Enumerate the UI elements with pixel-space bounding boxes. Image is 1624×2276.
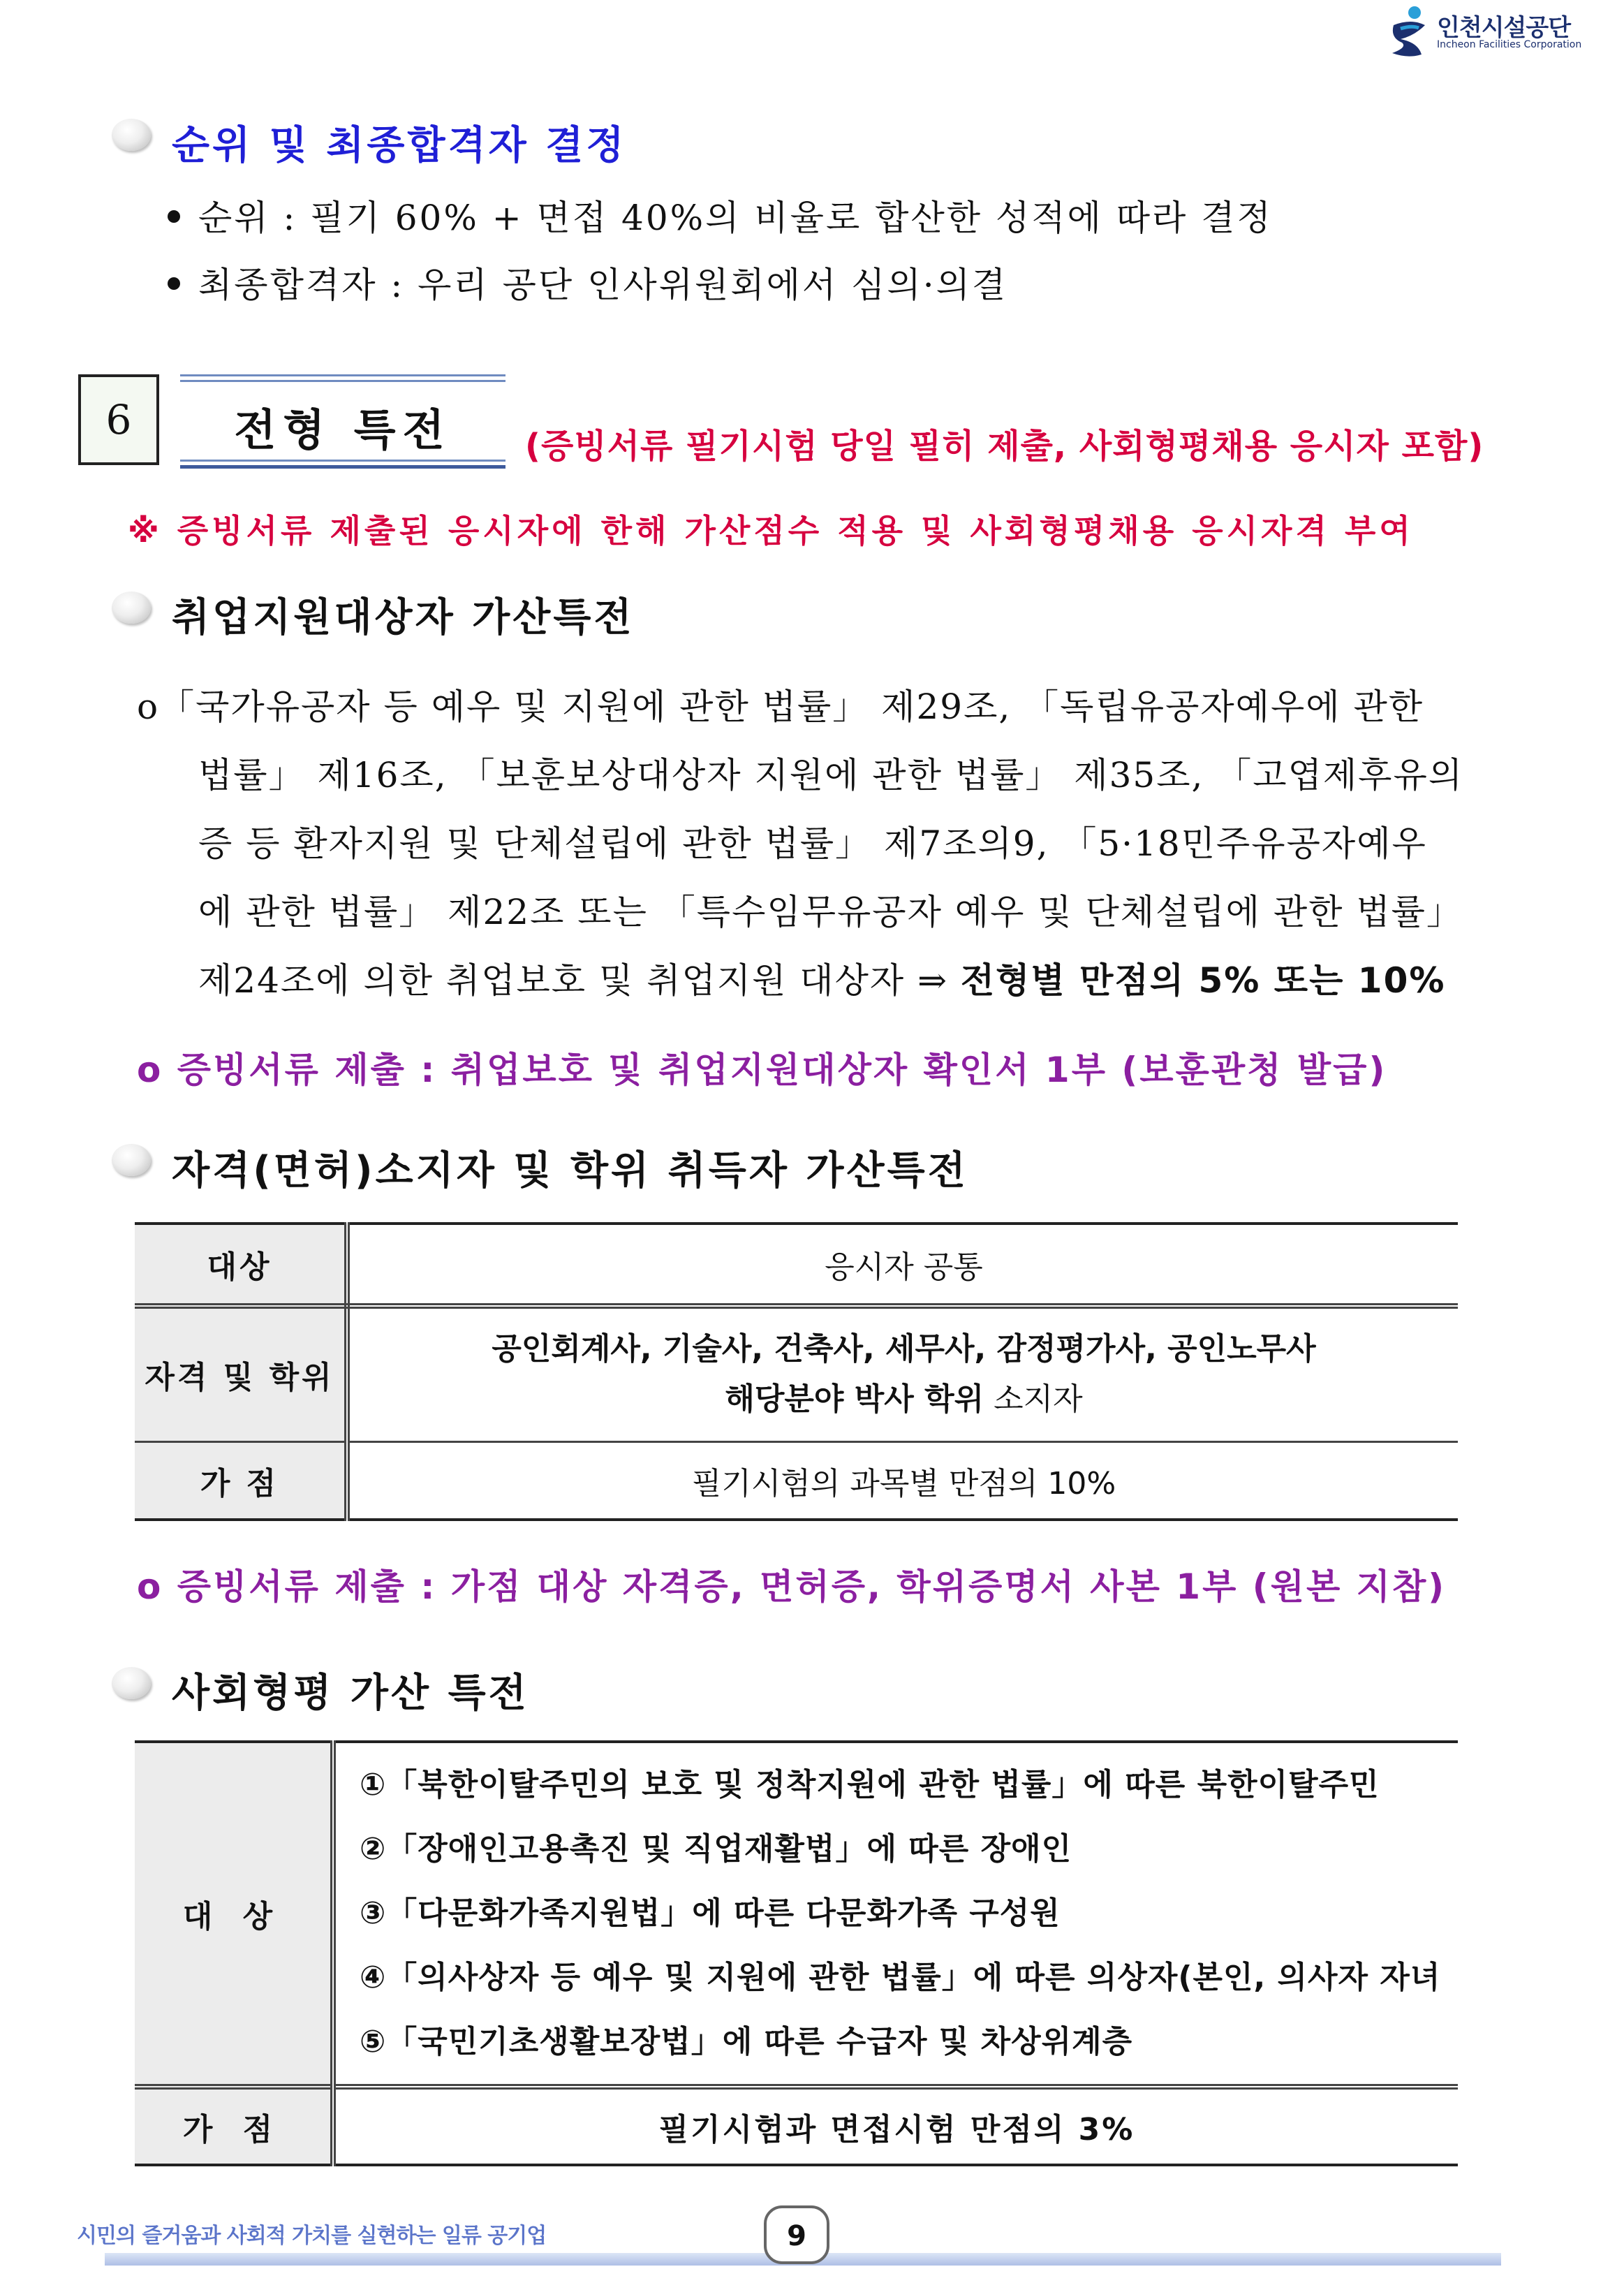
table-row xyxy=(135,1742,1458,2087)
section-number: 6 xyxy=(78,374,159,465)
employment-line-5: 제24조에 의한 취업보호 및 취업지원 대상자 ⇒ 전형별 만점의 5% 또는 10% xyxy=(198,960,1446,1001)
table-cell-value xyxy=(333,1742,1458,2087)
list-item: ②「장애인고용촉진 및 직업재활법」에 따른 장애인 xyxy=(360,1831,1072,1867)
table-cell-value: 필기시험과 면접시험 만점의 3% xyxy=(333,2087,1458,2165)
section-title-box xyxy=(180,374,505,469)
section-bullet-icon xyxy=(112,1144,151,1176)
ranking-heading: 순위 및 최종합격자 결정 xyxy=(172,123,627,168)
section-bullet-icon xyxy=(112,119,151,151)
employment-line-1: o「국가유공자 등 예우 및 지원에 관한 법률」 제29조, 「독립유공자예우에 관한 xyxy=(137,687,1424,727)
company-logo xyxy=(1387,4,1596,60)
table-row xyxy=(135,1306,1458,1441)
target-list xyxy=(336,1743,1458,2084)
table-cell-label: 대상 xyxy=(135,1224,347,1306)
social-heading: 사회형평 가산 특전 xyxy=(172,1671,529,1716)
bullet-dot-icon xyxy=(168,277,180,290)
table-cell-label: 가 점 xyxy=(135,2087,333,2165)
list-item: ④「의사상자 등 예우 및 지원에 관한 법률」에 따른 의상자(본인, 의사자 자녀 xyxy=(360,1960,1441,1995)
list-item: ①「북한이탈주민의 보호 및 정착지원에 관한 법률」에 따른 북한이탈주민 xyxy=(360,1767,1380,1803)
table-cell-value: 응시자 공통 xyxy=(347,1224,1458,1306)
logo-subtitle: Incheon Facilities Corporation xyxy=(1437,39,1582,50)
degree-line: 해당분야 박사 학위 소지자 xyxy=(725,1381,1083,1418)
list-item: ③「다문화가족지원법」에 따른 다문화가족 구성원 xyxy=(360,1895,1061,1931)
employment-heading: 취업지원대상자 가산특전 xyxy=(172,595,635,640)
logo-name: 인천시설공단 xyxy=(1437,14,1571,42)
table-cell-label: 자격 및 학위 xyxy=(135,1306,347,1441)
employment-line-2: 법률」 제16조, 「보훈보상대상자 지원에 관한 법률」 제35조, 「고엽제후유의 xyxy=(198,755,1464,795)
license-proof: o 증빙서류 제출 : 가점 대상 자격증, 면허증, 학위증명서 사본 1부 (원본 지참) xyxy=(137,1566,1447,1607)
social-table xyxy=(135,1740,1458,2166)
table-cell-label: 대 상 xyxy=(135,1742,333,2087)
table-cell-value: 필기시험의 과목별 만점의 10% xyxy=(347,1441,1458,1520)
list-item: ⑤「국민기초생활보장법」에 따른 수급자 및 차상위계층 xyxy=(360,2024,1133,2060)
table-cell-value xyxy=(347,1306,1458,1441)
section-title: 전형 특전 xyxy=(234,404,452,455)
employment-result: 전형별 만점의 5% 또는 10% xyxy=(960,960,1446,1001)
employment-proof: o 증빙서류 제출 : 취업보호 및 취업지원대상자 확인서 1부 (보훈관청 발급) xyxy=(137,1050,1387,1090)
table-row xyxy=(135,1224,1458,1306)
footer-slogan: 시민의 즐거움과 사회적 가치를 실현하는 일류 공기업 xyxy=(77,2224,547,2248)
license-table xyxy=(135,1222,1458,1521)
employment-line-3: 증 등 환자지원 및 단체설립에 관한 법률」 제7조의9, 「5·18민주유공자예우 xyxy=(198,823,1427,864)
table-cell-label: 가 점 xyxy=(135,1441,347,1520)
section-subtitle: (증빙서류 필기시험 당일 필히 제출, 사회형평채용 응시자 포함) xyxy=(525,427,1484,466)
bullet-dot-icon xyxy=(168,210,180,223)
section-bullet-icon xyxy=(112,1667,151,1699)
ranking-item-1: 순위 : 필기 60% + 면접 40%의 비율로 합산한 성적에 따라 결정 xyxy=(168,190,1273,240)
ranking-item-2: 최종합격자 : 우리 공단 인사위원회에서 심의·의결 xyxy=(168,257,1007,307)
license-heading: 자격(면허)소지자 및 학위 취득자 가산특전 xyxy=(172,1148,968,1194)
section-bullet-icon xyxy=(112,592,151,624)
table-row xyxy=(135,1441,1458,1520)
employment-line-4: 에 관한 법률」 제22조 또는 「특수임무유공자 예우 및 단체설립에 관한 법률」 xyxy=(198,892,1463,932)
logo-mark-icon xyxy=(1387,4,1435,60)
qualification-list: 공인회계사, 기술사, 건축사, 세무사, 감정평가사, 공인노무사 xyxy=(492,1331,1316,1367)
table-row xyxy=(135,2087,1458,2165)
page-number: 9 xyxy=(764,2205,829,2264)
section-notice: ※ 증빙서류 제출된 응시자에 한해 가산점수 적용 및 사회형평채용 응시자격 부여 xyxy=(128,512,1414,550)
